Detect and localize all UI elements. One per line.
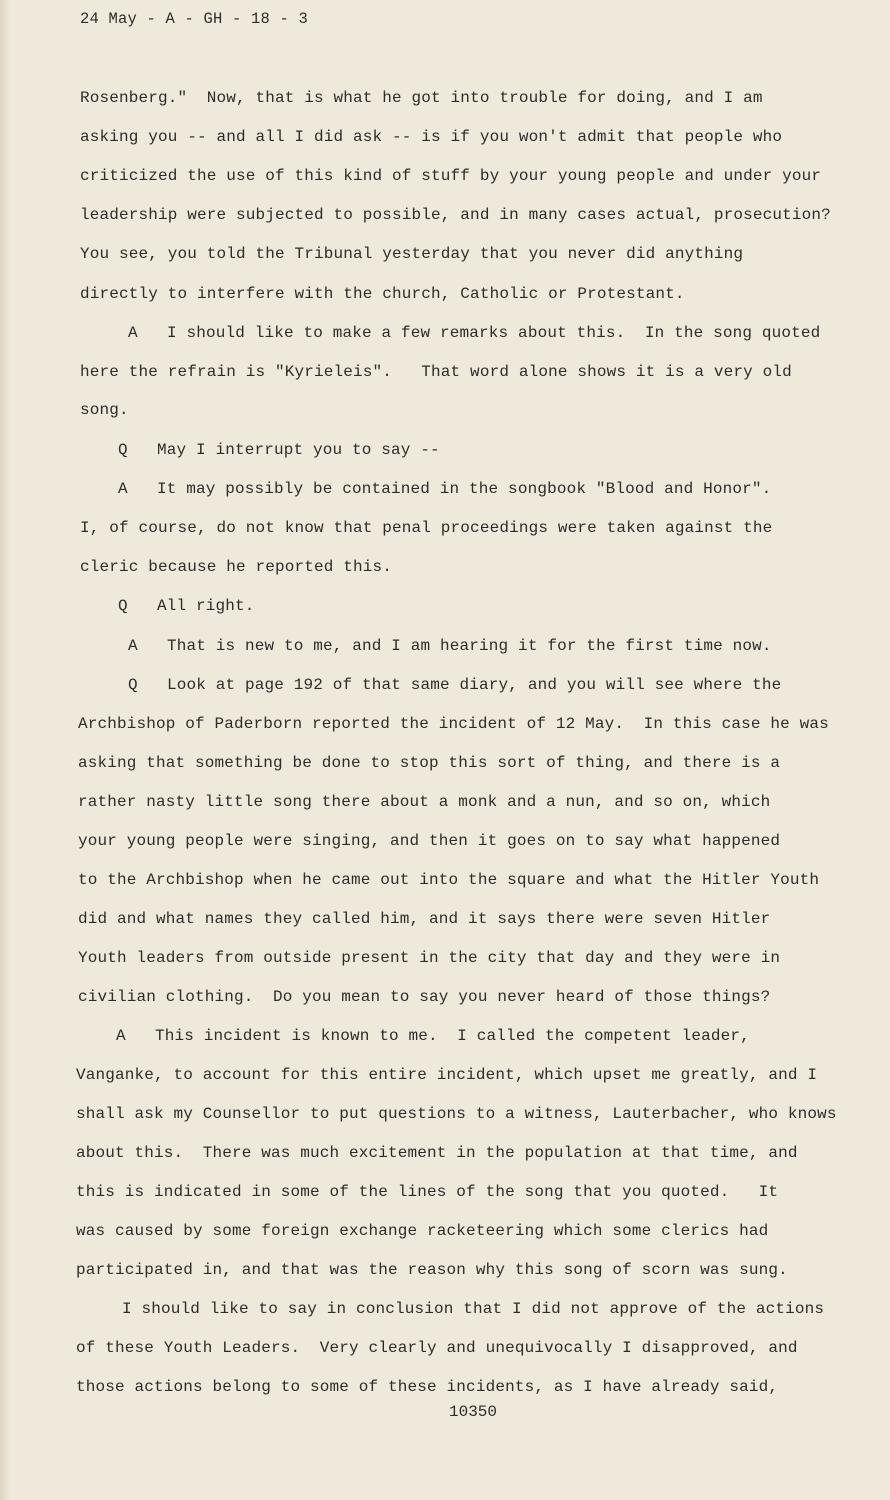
text-line: shall ask my Counsellor to put questions to a witness, Lauterbacher, who knows <box>76 1105 837 1123</box>
text-line: asking that something be done to stop this sort of thing, and there is a <box>78 754 781 772</box>
text-line: about this. There was much excitement in the population at that time, and <box>76 1144 798 1162</box>
text-line: song. <box>80 401 129 419</box>
answer-line: A That is new to me, and I am hearing it for the first time now. <box>128 637 772 655</box>
text-line: directly to interfere with the church, Catholic or Protestant. <box>80 285 685 303</box>
text-line: leadership were subjected to possible, and in many cases actual, prosecution? <box>80 206 831 224</box>
text-line: to the Archbishop when he came out into the square and what the Hitler Youth <box>78 871 820 889</box>
question-line: Q All right. <box>118 597 255 615</box>
text-line: this is indicated in some of the lines of the song that you quoted. It <box>76 1183 779 1201</box>
question-line: Q Look at page 192 of that same diary, and you will see where the <box>128 676 782 694</box>
text-line: did and what names they called him, and it says there were seven Hitler <box>78 910 771 928</box>
text-line: civilian clothing. Do you mean to say you never heard of those things? <box>78 988 771 1006</box>
text-line: Rosenberg." Now, that is what he got into trouble for doing, and I am <box>80 89 763 107</box>
text-line: Archbishop of Paderborn reported the incident of 12 May. In this case he was <box>78 715 829 733</box>
text-line: was caused by some foreign exchange racketeering which some clerics had <box>76 1222 769 1240</box>
text-line: your young people were singing, and then it goes on to say what happened <box>78 832 781 850</box>
text-line: You see, you told the Tribunal yesterday that you never did anything <box>80 245 744 263</box>
text-line: criticized the use of this kind of stuff by your young people and under your <box>80 167 822 185</box>
page-header: 24 May - A - GH - 18 - 3 <box>80 10 309 28</box>
answer-line: A It may possibly be contained in the songbook "Blood and Honor". <box>118 480 772 498</box>
text-line: rather nasty little song there about a monk and a nun, and so on, which <box>78 793 771 811</box>
text-line: asking you -- and all I did ask -- is if you won't admit that people who <box>80 128 783 146</box>
text-line: Youth leaders from outside present in the city that day and they were in <box>78 949 781 967</box>
answer-line: A I should like to make a few remarks about this. In the song quoted <box>128 324 821 342</box>
answer-line: A This incident is known to me. I called the competent leader, <box>116 1027 750 1045</box>
text-line: cleric because he reported this. <box>80 558 393 576</box>
text-line: here the refrain is "Kyrieleis". That word alone shows it is a very old <box>80 363 792 381</box>
text-line: those actions belong to some of these incidents, as I have already said, <box>76 1378 779 1396</box>
text-line: participated in, and that was the reason why this song of scorn was sung. <box>76 1261 788 1279</box>
question-line: Q May I interrupt you to say -- <box>118 441 440 459</box>
text-line: I, of course, do not know that penal proceedings were taken against the <box>80 519 773 537</box>
text-line: of these Youth Leaders. Very clearly and unequivocally I disapproved, and <box>76 1339 798 1357</box>
text-line: Vanganke, to account for this entire incident, which upset me greatly, and I <box>76 1066 818 1084</box>
page-edge-shadow <box>0 0 10 1500</box>
page-number: 10350 <box>449 1403 498 1421</box>
text-line: I should like to say in conclusion that I did not approve of the actions <box>122 1300 825 1318</box>
